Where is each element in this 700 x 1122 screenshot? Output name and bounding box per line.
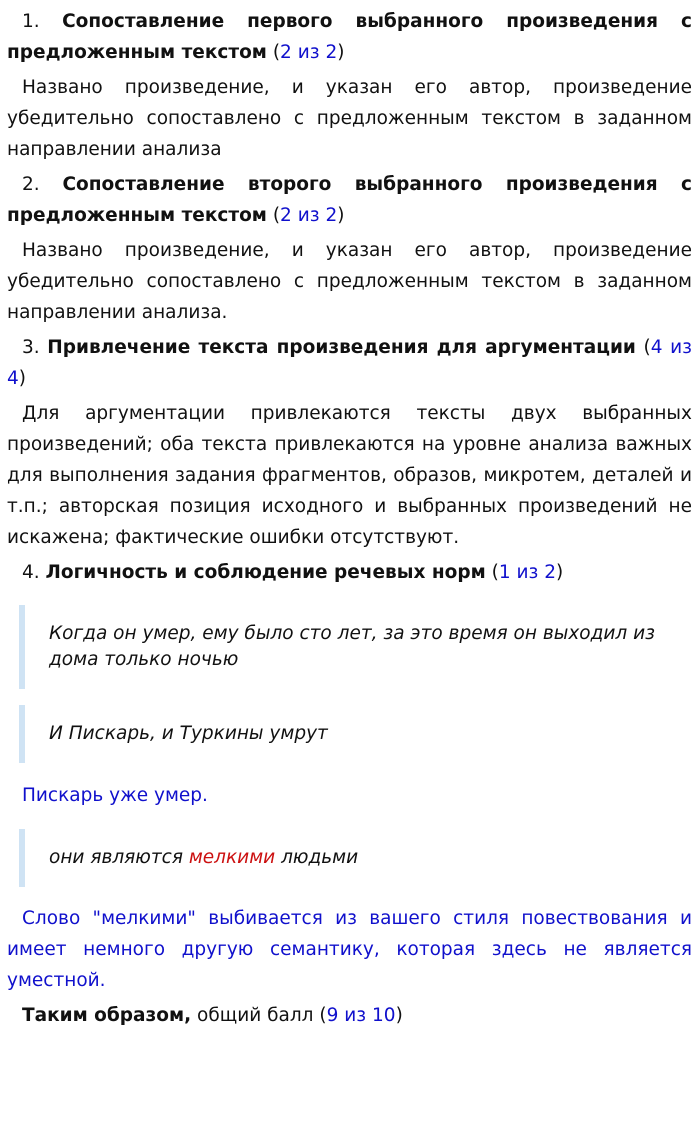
criterion-number: 1.	[22, 11, 40, 32]
criterion-number: 2.	[22, 174, 40, 195]
criterion-1-heading: 1. Сопоставление первого выбранного произведения с предложенным текстом (2 из 2)	[7, 11, 692, 63]
quote-block	[19, 605, 692, 689]
criterion-score: 2 из 2	[280, 42, 338, 63]
summary-lead: Таким образом,	[22, 1005, 192, 1026]
criterion-title: Сопоставление первого выбранного произведения с предложенным текстом	[7, 11, 692, 63]
reviewer-note: Пискарь уже умер.	[22, 785, 208, 806]
criterion-4-heading: 4. Логичность и соблюдение речевых норм (1 из 2)	[22, 562, 564, 583]
quote-text: они являются	[49, 847, 189, 868]
quote-block	[19, 829, 692, 887]
criterion-2-comment: Названо произведение, и указан его автор, произведение убедительно сопоставлено с предложенным текстом в заданном направлении анализа.	[7, 240, 692, 323]
criterion-score: 2 из 2	[280, 205, 338, 226]
criterion-score: 1 из 2	[498, 562, 557, 583]
highlighted-word: мелкими	[188, 847, 276, 868]
criterion-number: 4.	[22, 562, 40, 583]
summary: Таким образом, общий балл (9 из 10)	[22, 1005, 403, 1026]
summary-text: общий балл	[191, 1005, 320, 1026]
criterion-score: 4 из 4	[7, 337, 692, 389]
total-score: 9 из 10	[326, 1005, 396, 1026]
criterion-3-comment: Для аргументации привлекаются тексты двух выбранных произведений; оба текста привлекаются на уровне анализа важных для выполнения задания фрагментов, образов, микротем, деталей и т.п.; авторская позиция исходного и выбранных произведений не искажена; фактические ошибки отсутствуют.	[7, 403, 692, 548]
criterion-3-heading: 3. Привлечение текста произведения для аргументации (4 из 4)	[7, 337, 692, 389]
criterion-1-comment: Названо произведение, и указан его автор, произведение убедительно сопоставлено с предложенным текстом в заданном направлении анализа	[7, 77, 692, 160]
quote-text: людьми	[275, 847, 359, 868]
quote-text: И Пискарь, и Туркины умрут	[49, 723, 328, 744]
reviewer-note: Слово "мелкими" выбивается из вашего стиля повествования и имеет немного другую семантику, которая здесь не является уместной.	[7, 908, 692, 991]
quote-block	[19, 705, 692, 763]
criterion-number: 3.	[22, 337, 40, 358]
criterion-title: Логичность и соблюдение речевых норм	[45, 562, 486, 583]
quote-text: Когда он умер, ему было сто лет, за это время он выходил из дома только ночью	[49, 623, 655, 670]
criterion-2-heading: 2. Сопоставление второго выбранного произведения с предложенным текстом (2 из 2)	[7, 174, 692, 226]
criterion-title: Привлечение текста произведения для аргументации	[47, 337, 636, 358]
criterion-title: Сопоставление второго выбранного произведения с предложенным текстом	[7, 174, 692, 226]
